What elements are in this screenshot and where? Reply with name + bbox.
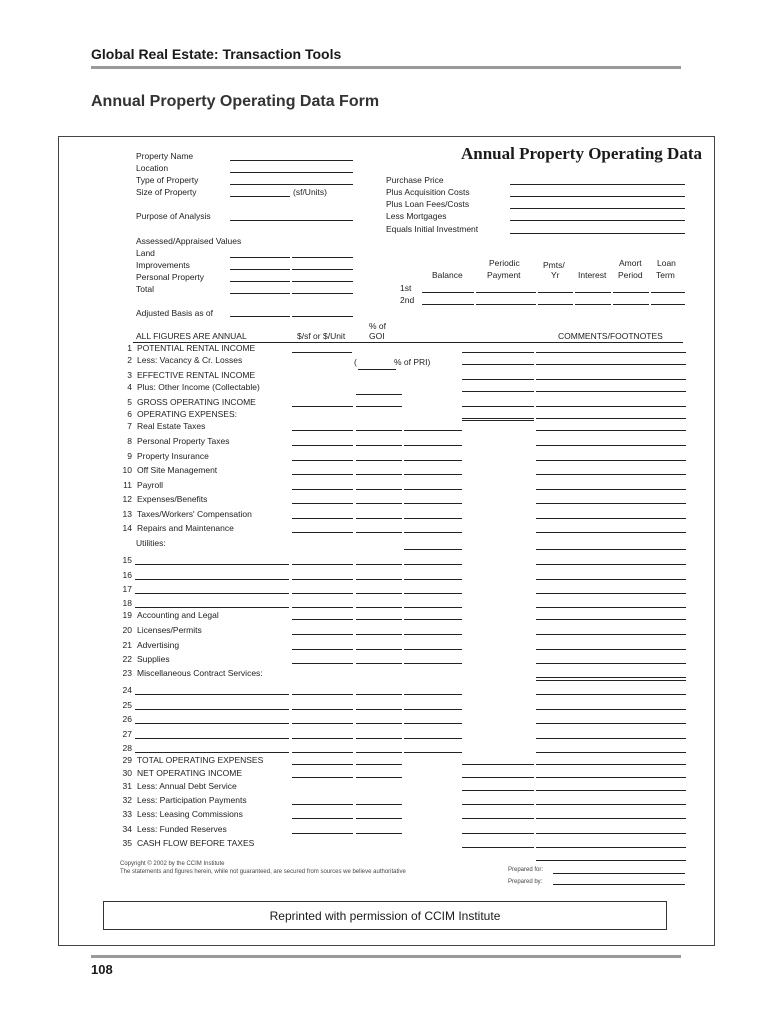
line-number: 28 xyxy=(122,743,132,753)
line-number: 26 xyxy=(122,714,132,724)
per-unit-field[interactable] xyxy=(292,503,353,504)
purchase-label: Equals Initial Investment xyxy=(386,224,479,234)
goi-field[interactable] xyxy=(356,634,402,635)
line-number: 18 xyxy=(122,598,132,608)
expense-amount-field[interactable] xyxy=(404,607,462,608)
goi-field[interactable] xyxy=(356,764,402,765)
per-unit-field[interactable] xyxy=(292,649,353,650)
loan-field[interactable] xyxy=(613,304,649,305)
line-number: 8 xyxy=(127,436,132,446)
goi-field[interactable] xyxy=(356,503,402,504)
total-amount-field[interactable] xyxy=(462,391,534,392)
line-number: 21 xyxy=(122,640,132,650)
header-pct-of: % of xyxy=(369,321,387,331)
line-description-field[interactable] xyxy=(135,723,289,724)
goi-field[interactable] xyxy=(356,593,402,594)
assessed-value-field[interactable] xyxy=(292,281,353,282)
loan-field[interactable] xyxy=(651,304,685,305)
disclaimer-text: The statements and figures herein, while not guaranteed, are secured from sources we believe authoritative xyxy=(120,869,406,875)
expense-amount-field[interactable] xyxy=(404,694,462,695)
line-number: 19 xyxy=(122,610,132,620)
goi-field[interactable] xyxy=(356,607,402,608)
property-field-label: Property Name xyxy=(136,151,194,161)
goi-field[interactable] xyxy=(356,564,402,565)
comment-field[interactable] xyxy=(536,709,686,710)
comment-field[interactable] xyxy=(536,663,686,664)
assessed-values-heading: Assessed/Appraised Values xyxy=(136,236,242,246)
comment-field[interactable] xyxy=(536,379,686,380)
total-amount-field[interactable] xyxy=(462,833,534,834)
line-label: Expenses/Benefits xyxy=(137,494,208,504)
vacancy-percent-field[interactable] xyxy=(358,369,396,370)
line-number: 23 xyxy=(122,668,132,678)
expense-amount-field[interactable] xyxy=(404,460,462,461)
comment-field[interactable] xyxy=(536,391,686,392)
comment-field[interactable] xyxy=(536,489,686,490)
assessed-value-field[interactable] xyxy=(230,293,290,294)
per-unit-field[interactable] xyxy=(292,460,353,461)
line-number: 24 xyxy=(122,685,132,695)
line-label: TOTAL OPERATING EXPENSES xyxy=(137,755,264,765)
size-of-property-field[interactable] xyxy=(230,196,290,197)
expense-amount-field[interactable] xyxy=(404,532,462,533)
per-unit-field[interactable] xyxy=(292,833,353,834)
per-unit-field[interactable] xyxy=(292,804,353,805)
expense-amount-field[interactable] xyxy=(404,634,462,635)
comment-field[interactable] xyxy=(536,430,686,431)
line-number: 20 xyxy=(122,625,132,635)
property-field-input[interactable] xyxy=(230,184,353,185)
comment-field[interactable] xyxy=(536,460,686,461)
assessed-value-field[interactable] xyxy=(292,293,353,294)
goi-field[interactable] xyxy=(356,430,402,431)
loan-field[interactable] xyxy=(422,292,474,293)
expense-amount-field[interactable] xyxy=(404,752,462,753)
per-unit-field[interactable] xyxy=(292,764,353,765)
comment-field[interactable] xyxy=(536,680,686,681)
header-rule xyxy=(91,66,681,69)
comment-field[interactable] xyxy=(536,619,686,620)
line-number: 2 xyxy=(127,355,132,365)
prepared-by-label: Prepared by: xyxy=(508,879,543,885)
expense-amount-field[interactable] xyxy=(404,709,462,710)
goi-field[interactable] xyxy=(356,663,402,664)
line-number: 27 xyxy=(122,729,132,739)
size-units-label: (sf/Units) xyxy=(293,187,327,197)
per-unit-field[interactable] xyxy=(292,752,353,753)
purchase-field[interactable] xyxy=(510,184,685,185)
property-field-label: Type of Property xyxy=(136,175,199,185)
total-amount-field[interactable] xyxy=(462,364,534,365)
line-label: Off Site Management xyxy=(137,465,218,475)
purchase-label: Purchase Price xyxy=(386,175,444,185)
goi-field[interactable] xyxy=(356,460,402,461)
per-unit-field[interactable] xyxy=(292,709,353,710)
comment-field[interactable] xyxy=(536,833,686,834)
line-label: Personal Property Taxes xyxy=(137,436,230,446)
line-label: Licenses/Permits xyxy=(137,625,202,635)
goi-field[interactable] xyxy=(356,777,402,778)
expense-amount-field[interactable] xyxy=(404,518,462,519)
line-number: 15 xyxy=(122,555,132,565)
line-label: Plus: Other Income (Collectable) xyxy=(137,382,260,392)
line-label: OPERATING EXPENSES: xyxy=(137,409,237,419)
assessed-value-label: Improvements xyxy=(136,260,190,270)
per-unit-field[interactable] xyxy=(292,777,353,778)
comment-field[interactable] xyxy=(536,406,686,407)
purchase-field[interactable] xyxy=(510,208,685,209)
per-unit-field[interactable] xyxy=(292,489,353,490)
expense-amount-field[interactable] xyxy=(404,619,462,620)
line-description-field[interactable] xyxy=(135,593,289,594)
utilities-label: Utilities: xyxy=(136,538,166,548)
comment-field[interactable] xyxy=(536,694,686,695)
line-label: Supplies xyxy=(137,654,170,664)
line-description-field[interactable] xyxy=(135,752,289,753)
loan-header-yr: Yr xyxy=(551,270,560,280)
expense-amount-field[interactable] xyxy=(404,445,462,446)
property-field-input[interactable] xyxy=(230,172,353,173)
assessed-value-field[interactable] xyxy=(230,269,290,270)
goi-field[interactable] xyxy=(356,804,402,805)
comment-field[interactable] xyxy=(536,790,686,791)
header-per-unit: $/sf or $/Unit xyxy=(297,331,346,341)
goi-field[interactable] xyxy=(356,489,402,490)
line-number: 32 xyxy=(122,795,132,805)
expense-amount-field[interactable] xyxy=(404,738,462,739)
line-number: 22 xyxy=(122,654,132,664)
property-field-label: Purpose of Analysis xyxy=(136,211,211,221)
comment-field[interactable] xyxy=(536,418,686,419)
comment-field[interactable] xyxy=(536,503,686,504)
loan-header-amort: Amort xyxy=(619,258,642,268)
expense-amount-field[interactable] xyxy=(404,649,462,650)
goi-field[interactable] xyxy=(356,532,402,533)
per-unit-field[interactable] xyxy=(292,634,353,635)
line-number: 13 xyxy=(122,509,132,519)
document-header: Global Real Estate: Transaction Tools xyxy=(91,46,342,62)
loan-field[interactable] xyxy=(651,292,685,293)
line-label: Payroll xyxy=(137,480,163,490)
line-number: 16 xyxy=(122,570,132,580)
line-label: Less: Vacancy & Cr. Losses xyxy=(137,355,243,365)
comment-field[interactable] xyxy=(536,549,686,550)
loan-field[interactable] xyxy=(476,304,536,305)
expense-amount-field[interactable] xyxy=(404,564,462,565)
goi-field[interactable] xyxy=(356,694,402,695)
assessed-value-field[interactable] xyxy=(292,269,353,270)
loan-field[interactable] xyxy=(538,292,573,293)
per-unit-field[interactable] xyxy=(292,818,353,819)
purchase-label: Plus Loan Fees/Costs xyxy=(386,199,470,209)
adjusted-basis-field[interactable] xyxy=(230,316,290,317)
purchase-field[interactable] xyxy=(510,196,685,197)
assessed-value-label: Personal Property xyxy=(136,272,205,282)
purchase-field[interactable] xyxy=(510,233,685,234)
total-amount-field[interactable] xyxy=(462,847,534,848)
line-number: 9 xyxy=(127,451,132,461)
comment-field[interactable] xyxy=(536,445,686,446)
comment-field[interactable] xyxy=(536,847,686,848)
comment-field[interactable] xyxy=(536,649,686,650)
goi-field[interactable] xyxy=(356,752,402,753)
property-field-label: Size of Property xyxy=(136,187,197,197)
prepared-by-field[interactable] xyxy=(553,884,685,885)
page-title: Annual Property Operating Data Form xyxy=(91,93,380,110)
line-number: 10 xyxy=(122,465,132,475)
loan-field[interactable] xyxy=(575,304,611,305)
comment-field[interactable] xyxy=(536,818,686,819)
per-unit-field[interactable] xyxy=(292,474,353,475)
line-label: Advertising xyxy=(137,640,180,650)
header-all-figures: ALL FIGURES ARE ANNUAL xyxy=(136,331,247,341)
goi-field[interactable] xyxy=(356,518,402,519)
prepared-for-field[interactable] xyxy=(553,873,685,874)
page-number: 108 xyxy=(91,962,113,977)
line-description-field[interactable] xyxy=(135,607,289,608)
total-amount-field[interactable] xyxy=(462,352,534,353)
line-description-field[interactable] xyxy=(135,564,289,565)
comment-field[interactable] xyxy=(536,364,686,365)
per-unit-field[interactable] xyxy=(292,619,353,620)
expense-amount-field[interactable] xyxy=(404,579,462,580)
expense-amount-field[interactable] xyxy=(404,723,462,724)
total-amount-field[interactable] xyxy=(462,418,534,419)
total-amount-field[interactable] xyxy=(462,420,534,421)
line-number: 14 xyxy=(122,523,132,533)
per-unit-field[interactable] xyxy=(292,532,353,533)
line-label: Property Insurance xyxy=(137,451,209,461)
comment-field[interactable] xyxy=(536,738,686,739)
comment-field[interactable] xyxy=(536,518,686,519)
comment-field[interactable] xyxy=(536,579,686,580)
header-goi: GOI xyxy=(369,331,385,341)
purchase-field[interactable] xyxy=(510,220,685,221)
line-description-field[interactable] xyxy=(135,694,289,695)
property-field-input[interactable] xyxy=(230,160,353,161)
per-unit-field[interactable] xyxy=(292,518,353,519)
reprint-notice: Reprinted with permission of CCIM Institute xyxy=(103,901,667,930)
comment-field[interactable] xyxy=(536,564,686,565)
vacancy-paren: ( xyxy=(354,357,357,367)
total-amount-field[interactable] xyxy=(462,790,534,791)
line-label: Taxes/Workers' Compensation xyxy=(137,509,252,519)
loan-field[interactable] xyxy=(613,292,649,293)
line-number: 7 xyxy=(127,421,132,431)
goi-field[interactable] xyxy=(356,474,402,475)
per-unit-field[interactable] xyxy=(292,663,353,664)
loan-header-periodic: Periodic xyxy=(489,258,520,268)
expense-amount-field[interactable] xyxy=(404,430,462,431)
comment-field[interactable] xyxy=(536,752,686,753)
header-comments: COMMENTS/FOOTNOTES xyxy=(558,331,663,341)
form-title: Annual Property Operating Data xyxy=(461,144,702,163)
per-unit-field[interactable] xyxy=(292,352,352,353)
total-amount-field[interactable] xyxy=(462,406,534,407)
line-number: 25 xyxy=(122,700,132,710)
line-label: Accounting and Legal xyxy=(137,610,219,620)
loan-field[interactable] xyxy=(476,292,536,293)
loan-header-term: Term xyxy=(656,270,675,280)
loan-header-interest: Interest xyxy=(578,270,607,280)
comment-field[interactable] xyxy=(536,532,686,533)
goi-field[interactable] xyxy=(356,818,402,819)
total-amount-field[interactable] xyxy=(462,764,534,765)
line-label: Less: Annual Debt Service xyxy=(137,781,237,791)
line-label: Less: Participation Payments xyxy=(137,795,247,805)
loan-header-balance: Balance xyxy=(432,270,463,280)
total-amount-field[interactable] xyxy=(462,818,534,819)
per-unit-field[interactable] xyxy=(292,723,353,724)
line-label: CASH FLOW BEFORE TAXES xyxy=(137,838,255,848)
per-unit-field[interactable] xyxy=(292,694,353,695)
line-label: GROSS OPERATING INCOME xyxy=(137,397,256,407)
expense-amount-field[interactable] xyxy=(404,489,462,490)
comment-field[interactable] xyxy=(536,474,686,475)
loan-field[interactable] xyxy=(538,304,573,305)
footer-rule xyxy=(91,955,681,958)
line-description-field[interactable] xyxy=(135,709,289,710)
prepared-for-label: Prepared for: xyxy=(508,867,544,873)
goi-field[interactable] xyxy=(356,833,402,834)
line-number: 6 xyxy=(127,409,132,419)
purchase-label: Plus Acquisition Costs xyxy=(386,187,470,197)
comment-field[interactable] xyxy=(536,804,686,805)
goi-field[interactable] xyxy=(356,406,402,407)
goi-field[interactable] xyxy=(356,709,402,710)
line-description-field[interactable] xyxy=(135,579,289,580)
per-unit-field[interactable] xyxy=(292,406,353,407)
assessed-value-field[interactable] xyxy=(230,257,290,258)
assessed-value-label: Land xyxy=(136,248,155,258)
loan-header-period: Period xyxy=(618,270,643,280)
comment-field[interactable] xyxy=(536,634,686,635)
per-unit-field[interactable] xyxy=(292,607,353,608)
line-number: 35 xyxy=(122,838,132,848)
comment-field[interactable] xyxy=(536,352,686,353)
comment-field[interactable] xyxy=(536,677,686,678)
comment-field[interactable] xyxy=(536,777,686,778)
utilities-total-field[interactable] xyxy=(404,549,462,550)
goi-field[interactable] xyxy=(356,649,402,650)
loan-header-payment: Payment xyxy=(487,270,521,280)
copyright-text: Copyright © 2002 by the CCIM Institute xyxy=(120,861,225,867)
line-label: Less: Leasing Commissions xyxy=(137,809,243,819)
expense-amount-field[interactable] xyxy=(404,593,462,594)
line-number: 30 xyxy=(122,768,132,778)
line-number: 4 xyxy=(127,382,132,392)
per-unit-field[interactable] xyxy=(292,445,353,446)
property-field-input[interactable] xyxy=(230,220,353,221)
goi-field[interactable] xyxy=(356,619,402,620)
goi-field[interactable] xyxy=(356,579,402,580)
line-label: NET OPERATING INCOME xyxy=(137,768,243,778)
line-number: 5 xyxy=(127,397,132,407)
line-number: 12 xyxy=(122,494,132,504)
comment-field[interactable] xyxy=(536,764,686,765)
line-number: 17 xyxy=(122,584,132,594)
expense-amount-field[interactable] xyxy=(404,503,462,504)
assessed-value-field[interactable] xyxy=(292,257,353,258)
loan-header-loan: Loan xyxy=(657,258,676,268)
loan-row-label: 1st xyxy=(400,283,412,293)
total-amount-field[interactable] xyxy=(462,379,534,380)
per-unit-field[interactable] xyxy=(292,564,353,565)
assessed-value-field[interactable] xyxy=(230,281,290,282)
line-label: EFFECTIVE RENTAL INCOME xyxy=(137,370,256,380)
line-number: 11 xyxy=(123,480,132,490)
goi-field[interactable] xyxy=(356,394,402,395)
comment-field[interactable] xyxy=(536,723,686,724)
total-amount-field[interactable] xyxy=(462,804,534,805)
adjusted-basis-field[interactable] xyxy=(292,316,353,317)
line-label: Real Estate Taxes xyxy=(137,421,206,431)
line-label: Less: Funded Reserves xyxy=(137,824,227,834)
expense-amount-field[interactable] xyxy=(404,663,462,664)
comment-field[interactable] xyxy=(536,607,686,608)
comment-field[interactable] xyxy=(536,860,686,861)
vacancy-pct-label: % of PRI) xyxy=(394,357,431,367)
per-unit-field[interactable] xyxy=(292,579,353,580)
line-number: 29 xyxy=(122,755,132,765)
adjusted-basis-label: Adjusted Basis as of xyxy=(136,308,214,318)
line-number: 1 xyxy=(127,343,132,353)
loan-row-label: 2nd xyxy=(400,295,415,305)
loan-header-pmts: Pmts/ xyxy=(543,260,565,270)
per-unit-field[interactable] xyxy=(292,593,353,594)
goi-field[interactable] xyxy=(356,723,402,724)
assessed-value-label: Total xyxy=(136,284,154,294)
loan-field[interactable] xyxy=(575,292,611,293)
loan-field[interactable] xyxy=(422,304,474,305)
per-unit-field[interactable] xyxy=(292,738,353,739)
comment-field[interactable] xyxy=(536,593,686,594)
line-label: POTENTIAL RENTAL INCOME xyxy=(137,343,256,353)
line-label: Repairs and Maintenance xyxy=(137,523,234,533)
line-description-field[interactable] xyxy=(135,738,289,739)
property-field-label: Location xyxy=(136,163,169,173)
line-number: 3 xyxy=(127,370,132,380)
total-amount-field[interactable] xyxy=(462,777,534,778)
per-unit-field[interactable] xyxy=(292,430,353,431)
purchase-label: Less Mortgages xyxy=(386,211,447,221)
line-number: 34 xyxy=(122,824,132,834)
line-number: 31 xyxy=(122,781,132,791)
line-number: 33 xyxy=(122,809,132,819)
line-label: Miscellaneous Contract Services: xyxy=(137,668,263,678)
goi-field[interactable] xyxy=(356,738,402,739)
expense-amount-field[interactable] xyxy=(404,474,462,475)
goi-field[interactable] xyxy=(356,445,402,446)
